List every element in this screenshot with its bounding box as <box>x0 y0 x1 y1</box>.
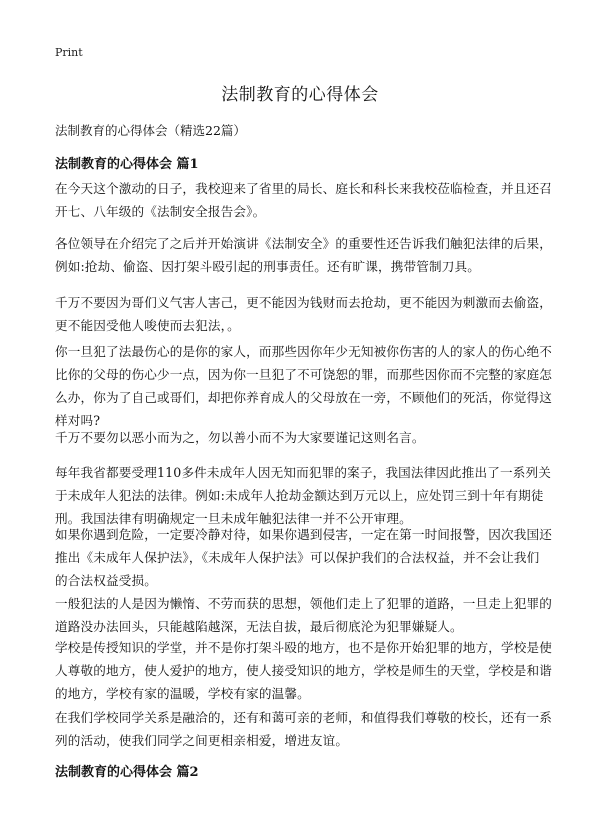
document-title: 法制教育的心得体会 <box>221 85 379 105</box>
paragraph: 你一旦犯了法最伤心的是你的家人，而那些因你年少无知被你伤害的人的家人的伤心绝不比你的父母的伤心少一点，因为你一旦犯了不可饶恕的罪，而那些因你而不完整的家庭怎么办，你为了自己或哥们，却把你养育成人的父母放在一旁，不顾他们的死活，你觉得这样对吗? <box>55 344 553 428</box>
paragraph: 如果你遇到危险，一定要冷静对待，如果你遇到侵害，一定在第一时间报警，因次我国还推出《未成年人保护法》，《未成年人保护法》可以保护我们的合法权益，并不会让我们的合法权益受损。 <box>55 527 553 588</box>
section-heading-2: 法制教育的心得体会 篇2 <box>55 765 199 780</box>
section-heading-1: 法制教育的心得体会 篇1 <box>55 157 199 172</box>
paragraph: 各位领导在介绍完了之后并开始演讲《法制安全》的重要性还告诉我们触犯法律的后果，例如:抢劫、偷盗、因打架斗殴引起的刑事责任。还有旷课，携带管制刀具。 <box>55 236 553 274</box>
paragraph: 千万不要勿以恶小而为之，勿以善小而不为大家要谨记这则名言。 <box>55 430 425 445</box>
paragraph: 在今天这个激动的日子，我校迎来了省里的局长、庭长和科长来我校莅临检查，并且还召开七、八年级的《法制安全报告会》。 <box>55 181 553 219</box>
paragraph: 在我们学校同学关系是融洽的，还有和蔼可亲的老师，和值得我们尊敬的校长，还有一系列的活动，使我们同学之间更相亲相爱，增进友谊。 <box>55 710 553 748</box>
paragraph: 学校是传授知识的学堂，并不是你打架斗殴的地方，也不是你开始犯罪的地方，学校是使人尊敬的地方，使人爱护的地方，使人接受知识的地方，学校是师生的天堂，学校是和谐的地方，学校有家的温暖，学校有家的温馨。 <box>55 640 553 701</box>
document-subtitle: 法制教育的心得体会（精选22篇） <box>55 123 246 138</box>
print-link[interactable]: Print <box>55 46 83 59</box>
paragraph: 千万不要因为哥们义气害人害己，更不能因为钱财而去抢劫，更不能因为刺激而去偷盗，更不能因受他人唆使而去犯法，。 <box>55 295 553 333</box>
paragraph: 一般犯法的人是因为懒惰、不劳而获的思想，领他们走上了犯罪的道路，一旦走上犯罪的道路没办法回头，只能越陷越深，无法自拔，最后彻底沦为犯罪嫌疑人。 <box>55 596 553 634</box>
paragraph: 每年我省都要受理110多件未成年人因无知而犯罪的案子，我国法律因此推出了一系列关于未成年人犯法的法律。例如:未成年人抢劫金额达到万元以上，应处罚三到十年有期徒刑。我国法律有明确规定一旦未成年触犯法律一并不公开审理。 <box>55 465 552 526</box>
